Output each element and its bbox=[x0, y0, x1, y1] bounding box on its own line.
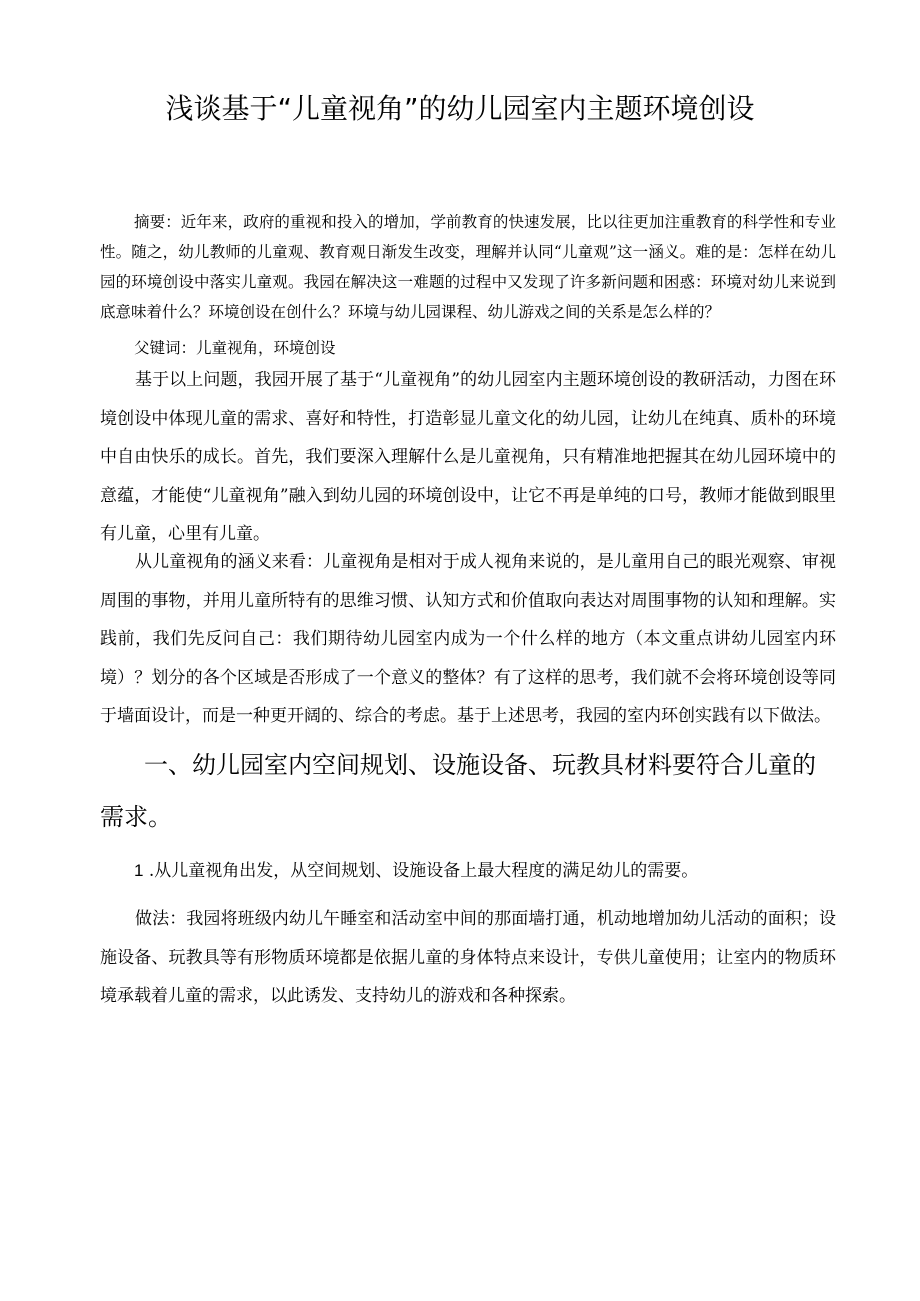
body-paragraph-2: 从儿童视角的涵义来看：儿童视角是相对于成人视角来说的，是儿童用自己的眼光观察、审视周围的事物，并用儿童所特有的思维习惯、认知方式和价值取向表达对周围事物的认知和理解。实践前，我们先反问自己：我们期待幼儿园室内成为一个什么样的地方（本文重点讲幼儿园室内环境）？划分的各个区域是否形成了一个意义的整体？有了这样的思考，我们就不会将环境创设等同于墙面设计，而是一种更开阔的、综合的考虑。基于上述思考，我园的室内环创实践有以下做法。 bbox=[100, 552, 836, 726]
body-paragraph-3: 做法：我园将班级内幼儿午睡室和活动室中间的那面墙打通，机动地增加幼儿活动的面积；设施设备、玩教具等有形物质环境都是依据儿童的身体特点来设计，专供儿童使用；让室内的物质环境承载着儿童的需求，以此诱发、支持幼儿的游戏和各种探索。 bbox=[100, 909, 836, 1006]
document-title: 浅谈基于“儿童视角”的幼儿园室内主题环境创设 bbox=[165, 92, 755, 125]
body-paragraph-1: 基于以上问题，我园开展了基于“儿童视角”的幼儿园室内主题环境创设的教研活动，力图在环境创设中体现儿童的需求、喜好和特性，打造彰显儿童文化的幼儿园，让幼儿在纯真、质朴的环境中自由快乐的成长。首先，我们要深入理解什么是儿童视角，只有精准地把握其在幼儿园环境中的意蕴，才能使“儿童视角”融入到幼儿园的环境创设中，让它不再是单纯的口号，教师才能做到眼里有儿童，心里有儿童。 bbox=[100, 370, 836, 544]
section-heading-1: 一、幼儿园室内空间规划、设施设备、玩教具材料要符合儿童的需求。 bbox=[100, 751, 816, 831]
abstract-paragraph: 摘要：近年来，政府的重视和投入的增加，学前教育的快速发展，比以往更加注重教育的科学性和专业性。随之，幼儿教师的儿童观、教育观日渐发生改变，理解并认同“儿童观”这一涵义。难的是：怎样在幼儿园的环境创设中落实儿童观。我园在解决这一难题的过程中又发现了许多新问题和困惑：环境对幼儿来说到底意味着什么？环境创设在创什么？环境与幼儿园课程、幼儿游戏之间的关系是怎么样的？ bbox=[100, 213, 836, 321]
keywords-line: 父键词：儿童视角，环境创设 bbox=[134, 339, 336, 357]
subsection-text: .从儿童视角出发，从空间规划、设施设备上最大程度的满足幼儿的需要。 bbox=[148, 861, 699, 881]
subsection-heading-1 bbox=[134, 853, 698, 889]
subsection-number: 1 bbox=[134, 861, 144, 880]
